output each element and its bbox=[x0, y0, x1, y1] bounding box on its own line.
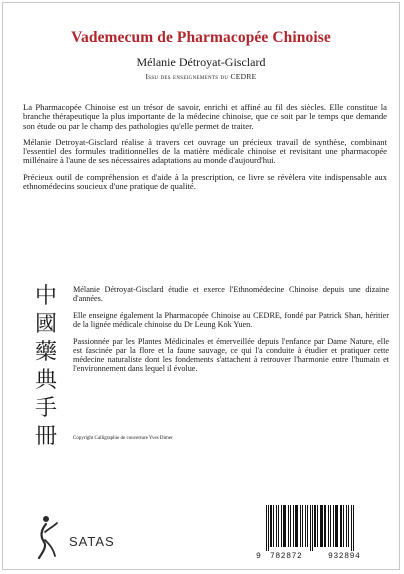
barcode-bar bbox=[314, 505, 316, 547]
barcode-first-digit: 9 bbox=[256, 552, 262, 561]
publisher-name: SATAS bbox=[69, 534, 115, 549]
barcode-bar bbox=[278, 505, 279, 547]
isbn-barcode bbox=[250, 505, 385, 561]
chinese-calligraphy bbox=[31, 283, 61, 451]
barcode-bar bbox=[335, 505, 338, 547]
barcode-bar bbox=[283, 505, 286, 547]
barcode-bar bbox=[300, 505, 301, 547]
barcode-bar bbox=[305, 505, 306, 547]
barcode-bar bbox=[288, 505, 289, 547]
calligraphy-char: 國 bbox=[34, 312, 57, 337]
calligraphy-char: 典 bbox=[34, 368, 57, 393]
intro-paragraph: Mélanie Detroyat-Gisclard réalise à travers cet ouvrage un précieux travail de synthèse, combinant l'essentiel des formules traditionnelles de la matière médicale chinoise et revisitant une pharmacopée millénaire à l'aune de ses nécessaires adaptations au monde d'aujourd'hui. bbox=[23, 136, 387, 166]
barcode-bar bbox=[273, 505, 274, 547]
barcode-bar bbox=[310, 505, 311, 551]
book-subtitle: Issu des enseignements du CEDRE bbox=[145, 72, 257, 81]
barcode-bar bbox=[320, 505, 323, 547]
back-cover bbox=[2, 2, 400, 570]
barcode-bar bbox=[353, 505, 354, 551]
bio-paragraph: Mélanie Détroyat-Gisclard étudie et exerce l'Ethnomédecine Chinoise depuis une dizaine d'années. bbox=[73, 285, 389, 303]
barcode-bar bbox=[268, 505, 269, 551]
barcode-bar bbox=[333, 505, 334, 547]
calligraphy-char: 冊 bbox=[34, 424, 57, 449]
stylized-figure-icon bbox=[35, 514, 59, 562]
barcode-bar bbox=[324, 505, 326, 547]
barcode-bar bbox=[295, 505, 298, 547]
intro-paragraph: Précieux outil de compréhension et d'aide à la prescription, ce livre se révèlera vite indispensable aux ethnomédecins soucieux d'une pratique de qualité. bbox=[23, 171, 387, 192]
barcode-bar bbox=[302, 505, 303, 547]
intro-text bbox=[23, 103, 387, 198]
barcode-bar bbox=[270, 505, 272, 547]
barcode-bar bbox=[340, 505, 342, 547]
barcode-bar bbox=[312, 505, 313, 551]
calligraphy-credit: Copyright Calligraphie de couverture Yves Dimer bbox=[73, 436, 173, 441]
author-name: Mélanie Détroyat-Gisclard bbox=[136, 55, 266, 69]
calligraphy-char: 手 bbox=[34, 396, 57, 421]
barcode-bar bbox=[307, 505, 308, 547]
barcode-bar bbox=[343, 505, 344, 547]
bio-paragraph: Elle enseigne également la Pharmacopée Chinoise au CEDRE, fondé par Patrick Shan, héritier de la lignée médicale chinoise du Dr Leung Kok Yuen. bbox=[73, 311, 389, 329]
barcode-bar bbox=[266, 505, 267, 551]
barcode-bar bbox=[293, 505, 294, 547]
calligraphy-char: 中 bbox=[34, 284, 57, 309]
calligraphy-char: 藥 bbox=[34, 340, 57, 365]
intro-paragraph: La Pharmacopée Chinoise est un trésor de savoir, enrichi et affiné au fil des siècles. Elle constitue la branche thérapeutique la plus importante de la médecine chinoise, que ce soit par le temps que demande son étude ou par le champ des pathologies qu'elle permet de traiter. bbox=[23, 102, 387, 131]
barcode-bar bbox=[348, 505, 349, 547]
barcode-bar bbox=[346, 505, 347, 547]
barcode-bar bbox=[317, 505, 318, 547]
barcode-bar bbox=[276, 505, 277, 547]
author-bio bbox=[73, 285, 389, 381]
barcode-group-left: 782872 bbox=[270, 552, 303, 561]
publisher-logo bbox=[29, 508, 149, 568]
barcode-bar bbox=[351, 505, 352, 551]
barcode-bar bbox=[281, 505, 282, 547]
barcode-bars bbox=[266, 505, 376, 551]
book-title: Vademecum de Pharmacopée Chinoise bbox=[71, 29, 331, 46]
barcode-bar bbox=[330, 505, 331, 547]
barcode-bar bbox=[328, 505, 329, 547]
bio-paragraph: Passionnée par les Plantes Médicinales et émerveillée depuis l'enfance par Dame Nature, elle est fascinée par la flore et la faune sauvage, ce qui l'a conduite à étudier et pratiquer cette médecine naturaliste dont les fondements s'attachent à retrouver l'harmonie entre l'humain et l'environnement dans lequel il évolue. bbox=[73, 337, 389, 373]
barcode-bar bbox=[290, 505, 291, 547]
barcode-group-right: 932894 bbox=[328, 552, 361, 561]
